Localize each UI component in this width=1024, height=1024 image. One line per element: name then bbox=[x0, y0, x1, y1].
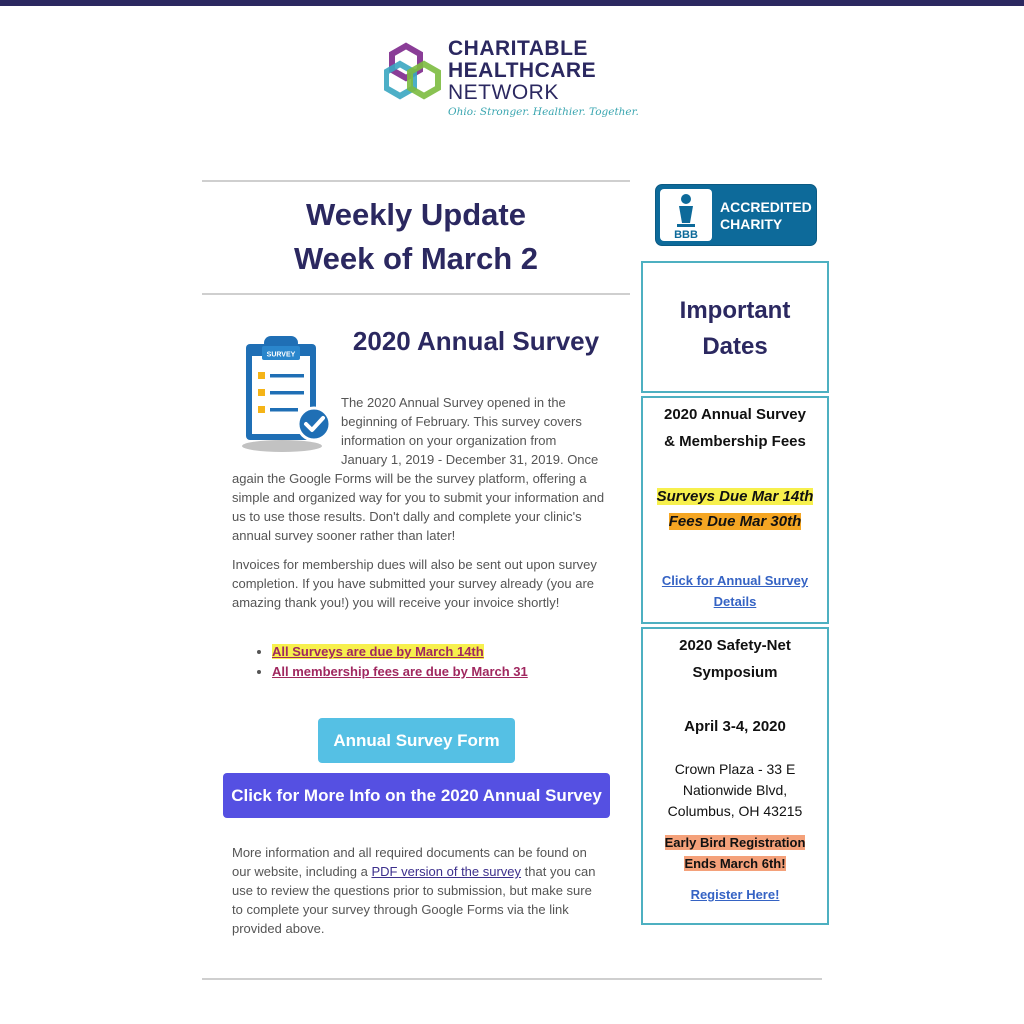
more-info-paragraph: More information and all required documents can be found on our website, including a PDF version of the survey that you can use to review the questions prior to submission, but make sure to complete your survey through Google Forms via the link provided above. bbox=[232, 845, 596, 936]
surveys-due-date: Surveys Due Mar 14th bbox=[656, 488, 814, 505]
box-title: Symposium bbox=[692, 664, 778, 681]
page-title: Weekly Update Week of March 2 bbox=[293, 197, 539, 276]
symposium-box bbox=[641, 627, 829, 925]
bbb-logo bbox=[660, 189, 712, 241]
survey-icon-label: SURVEY bbox=[266, 351, 296, 359]
fees-due-link[interactable]: All membership fees are due by March 31 bbox=[272, 664, 528, 679]
top-accent-bar bbox=[0, 0, 1024, 6]
more-info-button[interactable]: Click for More Info on the 2020 Annual Survey bbox=[223, 773, 610, 818]
surveys-due-link[interactable]: All Surveys are due by March 14th bbox=[272, 644, 484, 659]
charitable-healthcare-network-logo[interactable] bbox=[384, 37, 639, 122]
annual-survey-dates-box bbox=[641, 396, 829, 624]
invoice-paragraph: Invoices for membership dues will also be sent out upon survey completion. If you have submitted your survey already (you are amazing thank you!) you will receive your invoice shortly! bbox=[232, 557, 597, 610]
bbb-text: ACCREDITED CHARITY bbox=[720, 199, 812, 232]
deadline-list bbox=[252, 642, 528, 682]
box-title: 2020 Safety-Net bbox=[679, 637, 791, 654]
bbb-brand-text: BBB bbox=[674, 229, 698, 241]
list-item bbox=[272, 662, 528, 682]
box-title: 2020 Annual Survey bbox=[663, 406, 806, 423]
bbb-accredited-badge[interactable] bbox=[655, 184, 817, 246]
logo-wordmark: CHARITABLE HEALTHCARE NETWORK bbox=[448, 37, 597, 104]
important-dates-header: Important Dates bbox=[641, 261, 829, 393]
footer-divider bbox=[202, 978, 822, 980]
annual-survey-details-link[interactable]: Click for Annual Survey Details bbox=[661, 573, 809, 609]
register-link[interactable]: Register Here! bbox=[690, 887, 780, 902]
survey-paragraph: The 2020 Annual Survey opened in the beginning of February. This survey covers information on your organization from January 1, 2019 - December 31, 2019. Once again the Google Forms will be the survey platform, offering a simple and organized way for you to submit your information and us to use those results. Don't dally and complete your clinic's annual survey sooner rather than later! bbox=[232, 395, 605, 543]
divider bbox=[202, 180, 630, 182]
logo-tagline: Ohio: Stronger. Healthier. Together. bbox=[448, 106, 639, 118]
hexagon-logo-icon bbox=[384, 42, 444, 102]
bbb-torch-icon bbox=[660, 189, 712, 241]
annual-survey-form-button[interactable]: Annual Survey Form bbox=[318, 718, 515, 763]
list-item bbox=[272, 642, 528, 662]
box-title: & Membership Fees bbox=[664, 433, 806, 450]
symposium-address: Crown Plaza - 33 E Nationwide Blvd, Columbus, OH 43215 bbox=[667, 761, 803, 819]
fees-due-date: Fees Due Mar 30th bbox=[668, 513, 802, 530]
early-bird-notice: Early Bird Registration Ends March 6th! bbox=[664, 835, 806, 871]
divider bbox=[202, 293, 630, 295]
symposium-date: April 3-4, 2020 bbox=[684, 718, 786, 735]
pdf-survey-link[interactable]: PDF version of the survey bbox=[371, 864, 522, 879]
section-title: 2020 Annual Survey bbox=[352, 326, 600, 356]
